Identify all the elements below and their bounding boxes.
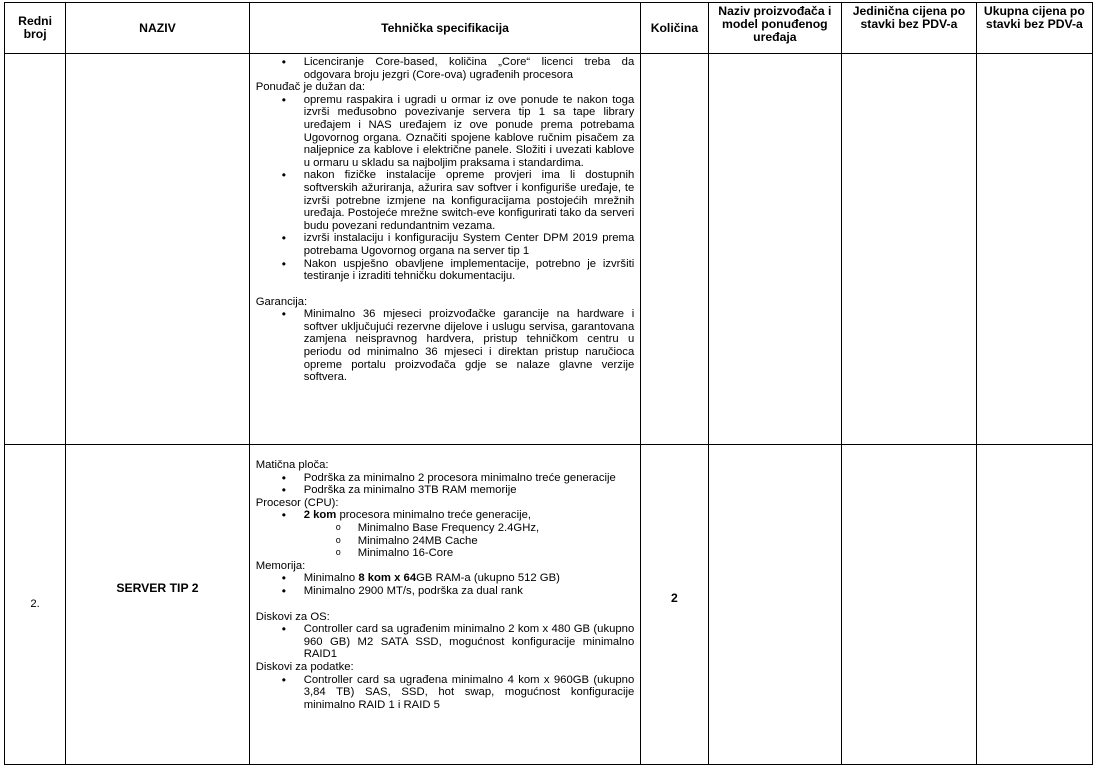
list-item: o Minimalno 16-Core [256,547,635,560]
header-naziv: NAZIV [66,3,250,54]
row2-kolicina: 2 [641,445,708,765]
row2-redni-broj: 2. [5,445,66,765]
row1-redni-broj [5,54,66,445]
memory-post: GB RAM-a (ukupno 512 GB) [416,572,560,585]
cpu-heading: Procesor (CPU): [255,496,339,509]
garancija-heading: Garancija: [255,295,308,308]
list-item: • Nakon uspješno obavljene implementacije, potrebno je izvršiti testiranje i izraditi tehničku dokumentaciju. [256,258,635,283]
row1-jedinicna-cijena [842,54,977,445]
list-item: • Podrška za minimalno 2 procesora minimalno treće generacije [256,472,635,485]
row1-kolicina [641,54,708,445]
row2-naziv: SERVER TIP 2 [66,445,250,765]
list-item: • izvrši instalaciju i konfiguraciju System Center DPM 2019 prema potrebama Ugovornog organa na server tip 1 [256,232,635,257]
row2-model [708,445,842,765]
data-disk-heading: Diskovi za podatke: [255,660,354,673]
maticna-heading: Matična ploča: [255,459,329,471]
memory-pre: Minimalno [303,572,359,585]
garancija-item: • Minimalno 36 mjeseci proizvođačke garancije na hardware i softver uključujući rezervne dijelove i uslugu servisa, garantovana zamjena neispravnog hardvera, pristup tehničkom centru u periodu od minimalno 36 mjeseci i direktan pristup naručioca opreme portalu proizvođača gdje se nalaze glavne verzije softvera. [256,308,635,384]
memory-item [256,572,635,585]
list-item: • nakon fizičke instalacije opreme provjeri ima li dostupnih softverskih ažuriranja, ažurira sav softver i konfiguriše uređaje, te izvrši potrebne izmjene na konfiguracijama postojećih mrežnih uređaja. Postojeće mrežne switch-eve konfigurirati tako da serveri budu povezani redundantnim vezama. [256,169,635,232]
row2-spec [249,445,641,765]
list-item: o Minimalno 24MB Cache [256,535,635,548]
ponudac-list [256,94,635,283]
cpu-item [256,509,635,522]
header-row [5,3,1093,54]
header-spec: Tehnička specifikacija [249,3,641,54]
row1-spec [249,54,641,445]
os-disk-item: • Controller card sa ugrađenim minimalno 2 kom x 480 GB (ukupno 960 GB) M2 SATA SSD, mogućnost konfiguracije minimalno RAID1 [256,623,635,661]
row2-ukupna-cijena [976,445,1092,765]
list-item: • Minimalno 2900 MT/s, podrška za dual rank [256,585,635,598]
header-jedinicna-cijena: Jedinična cijena po stavki bez PDV-a [842,3,977,54]
header-redni-broj: Redni broj [5,3,66,54]
header-kolicina: Količina [641,3,708,54]
license-bullet: • Licenciranje Core-based, količina „Core“ licenci treba da odgovara broju jezgri (Core-ova) ugrađenih procesora [256,56,635,81]
header-ukupna-cijena: Ukupna cijena po stavki bez PDV-a [976,3,1092,54]
row1-model [708,54,842,445]
ponudac-heading: Ponuđač je dužan da: [255,81,365,94]
row1-ukupna-cijena [976,54,1092,445]
maticna-list [256,472,635,497]
os-disk-heading: Diskovi za OS: [255,610,330,623]
row1-naziv [66,54,250,445]
cpu-desc: procesora minimalno treće generacije, [336,509,532,522]
tender-table [4,2,1093,765]
data-disk-item: • Controller card sa ugrađena minimalno 4 kom x 960GB (ukupno 3,84 TB) SAS, SSD, hot swap, mogućnost konfiguracije minimalno RAID 1 i RAID 5 [256,674,635,712]
memory-heading: Memorija: [255,559,306,572]
memory-list [256,572,635,597]
list-item: o Minimalno Base Frequency 2.4GHz, [256,522,635,535]
row2-jedinicna-cijena [842,445,977,765]
header-model: Naziv proizvođača i model ponuđenog uređaja [708,3,842,54]
memory-count: 8 kom x 64 [358,572,417,585]
table-row [5,54,1093,445]
cpu-count: 2 kom [303,509,337,522]
list-item: • opremu raspakira i ugradi u ormar iz ove ponude te nakon toga izvrši međusobno povezivanje servera tip 1 sa tape library uređajem i NAS uređajem iz ove ponude prema potrebama Ugovornog organa. Označiti spojene kablove ručnim pisačem za naljepnice za kablove i električne panele. Složiti i uvezati kablove u ormaru u skladu sa najboljim praksama i standardima. [256,94,635,170]
list-item: • Podrška za minimalno 3TB RAM memorije [256,484,635,497]
cpu-list [256,509,635,559]
table-row [5,445,1093,765]
